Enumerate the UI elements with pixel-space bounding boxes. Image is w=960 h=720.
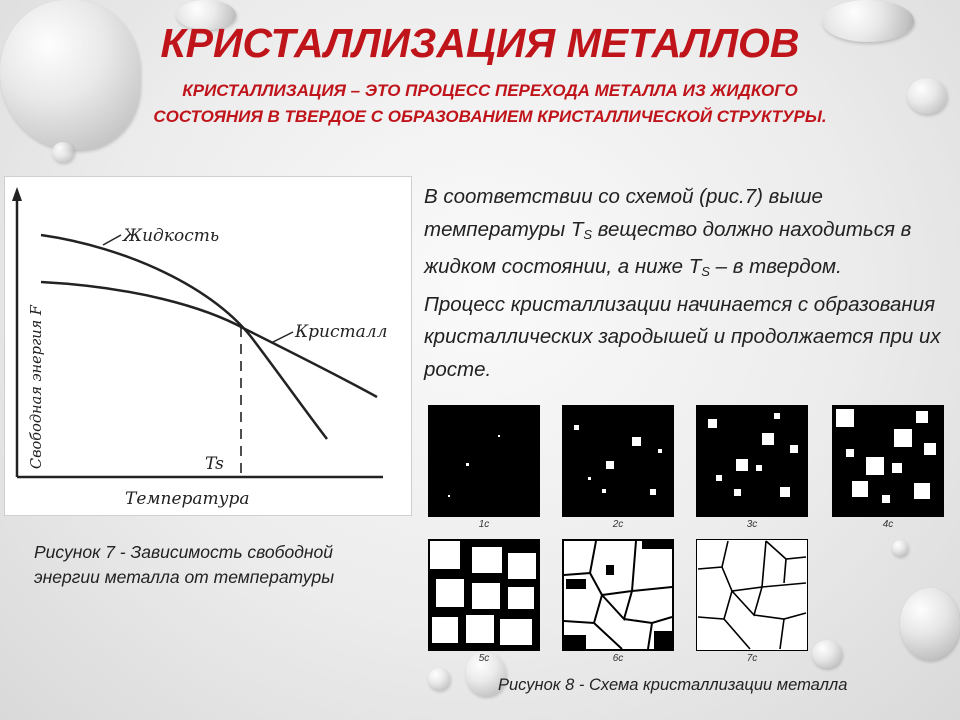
stage-3-image xyxy=(696,405,808,517)
x-axis-label: Температура xyxy=(125,489,250,509)
subtitle-line-1: КРИСТАЛЛИЗАЦИЯ – ЭТО ПРОЦЕСС ПЕРЕХОДА МЕТАЛЛА ИЗ ЖИДКОГО xyxy=(182,81,798,100)
stage-3-label: 3c xyxy=(746,519,758,530)
stage-6-image xyxy=(562,539,674,651)
stage-7-label: 7c xyxy=(746,653,758,664)
figure-7-caption: Рисунок 7 - Зависимость свободной энергии металла от температуры xyxy=(34,542,335,587)
stage-1-label: 1c xyxy=(478,519,490,530)
liquid-label: Жидкость xyxy=(123,226,220,246)
paragraph-2: Процесс кристаллизации начинается с образования кристаллических зародышей и продолжается при их росте. xyxy=(424,292,941,381)
paragraph-1: В соответствии со схемой (рис.7) выше температуры $T_S$ вещество должно находиться в жидком состоянии, а ниже $T_S$ – в твердом. xyxy=(424,185,912,279)
body-text xyxy=(424,181,944,386)
subtitle-line-2: СОСТОЯНИЯ В ТВЕРДОЕ С ОБРАЗОВАНИЕМ КРИСТАЛЛИЧЕСКОЙ СТРУКТУРЫ. xyxy=(153,107,827,126)
figure-7-svg xyxy=(5,177,411,515)
y-axis-arrow xyxy=(12,187,22,201)
liquid-label-leader xyxy=(103,235,121,245)
crystal-label-leader xyxy=(271,332,293,343)
stage-4-label: 4c xyxy=(882,519,894,530)
stage-6-label: 6c xyxy=(612,653,624,664)
water-drop xyxy=(52,142,74,162)
figure-7-chart xyxy=(4,176,412,516)
crystal-label: Кристалл xyxy=(295,322,388,342)
figure-8-caption: Рисунок 8 - Схема кристаллизации металла xyxy=(498,676,848,694)
figure-8-grid xyxy=(428,405,948,675)
y-axis-label: Свободная энергия F xyxy=(29,305,45,469)
ts-label: Ts xyxy=(205,454,224,474)
stage-4-image xyxy=(832,405,944,517)
page-title: КРИСТАЛЛИЗАЦИЯ МЕТАЛЛОВ xyxy=(160,20,800,66)
stage-5-image xyxy=(428,539,540,651)
stage-7-image xyxy=(696,539,808,651)
stage-2-image xyxy=(562,405,674,517)
stage-5-label: 5c xyxy=(478,653,490,664)
stage-2-label: 2c xyxy=(612,519,624,530)
subtitle xyxy=(40,78,940,130)
stage-1-image xyxy=(428,405,540,517)
